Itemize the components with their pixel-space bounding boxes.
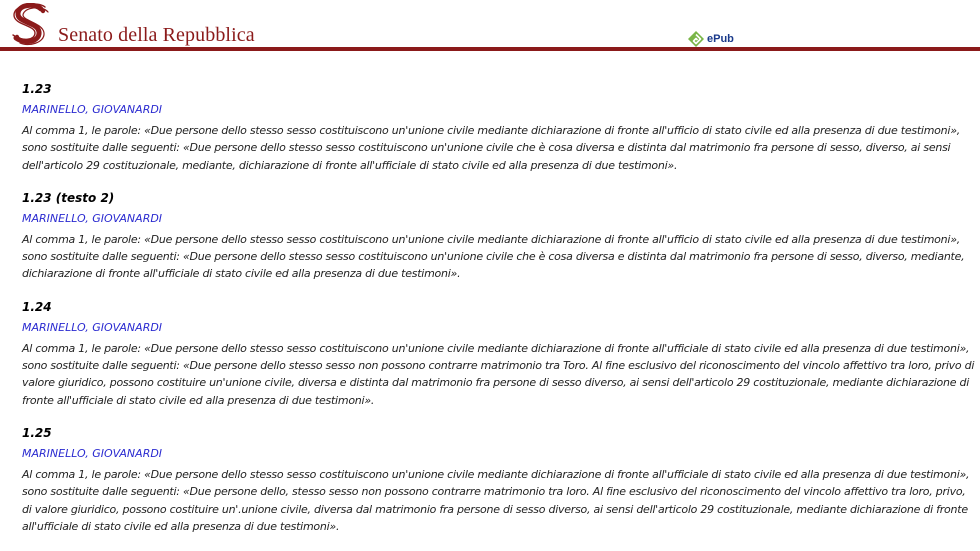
amendment-item bbox=[22, 81, 977, 174]
amendments-list bbox=[22, 81, 977, 551]
amendment-text: Al comma 1, le parole: «Due persone dello stesso sesso costituiscono un'unione civile mediante dichiarazione di fronte all'ufficiale di stato civile ed alla presenza di due testimoni», sono sostituite dalle seguenti: «Due persone dello, stesso sesso non possono contrarre matrimonio tra loro. Al fine esclusivo del riconoscimento del vincolo affettivo tra loro, privo, di valore giuridico, possono costituire un'.unione civile, diversa dal matrimonio fra persone di sesso diverso, ai sensi dell'articolo 29 costituzionale, mediante dichiarazione di fronte all'ufficiale di stato civile ed alla presenza di due testimoni». bbox=[22, 467, 970, 533]
amendment-item bbox=[22, 190, 977, 283]
amendment-item bbox=[22, 425, 977, 535]
amendment-number: 1.25 bbox=[22, 425, 52, 440]
amendment-authors-link[interactable]: MARINELLO, GIOVANARDI bbox=[22, 103, 163, 116]
header-divider bbox=[0, 47, 980, 51]
amendment-number: 1.23 (testo 2) bbox=[22, 190, 115, 205]
amendment-text: Al comma 1, le parole: «Due persone dello stesso sesso costituiscono un'unione civile mediante dichiarazione di fronte all'ufficio di stato civile ed alla presenza di due testimoni», sono sostituite dalle seguenti: «Due persone dello stesso sesso costituiscono un'unione civile che è cosa diversa e distinta dal matrimonio fra persone di sesso, diverso, ai sensi dell'articolo 29 costituzionale, mediante, dichiarazione di fronte all'ufficiale di stato civile ed alla presenza di due testimoni». bbox=[22, 124, 960, 172]
amendment-item bbox=[22, 299, 977, 409]
page-header bbox=[0, 0, 980, 54]
amendment-number: 1.23 bbox=[22, 82, 52, 96]
senato-s-logo-icon[interactable] bbox=[8, 3, 54, 47]
amendment-text: Al comma 1, le parole: «Due persone dello stesso sesso costituiscono un'unione civile mediante dichiarazione di fronte all'ufficio di stato civile ed alla presenza di due testimoni», sono sostituite dalle seguenti: «Due persone dello stesso sesso costituiscono un'unione civile che è cosa diversa e distinta dal matrimonio fra persone di sesso, diverso, mediante, dichiarazione di fronte all'ufficiale di stato civile ed alla presenza di due testimoni». bbox=[22, 232, 965, 281]
site-title[interactable]: Senato della Repubblica bbox=[58, 24, 255, 46]
amendment-authors-link[interactable]: MARINELLO, GIOVANARDI bbox=[22, 320, 163, 334]
epub-download-link[interactable] bbox=[687, 30, 734, 48]
epub-icon bbox=[687, 30, 705, 48]
amendment-text: Al comma 1, le parole: «Due persone dello stesso sesso costituiscono un'unione civile mediante dichiarazione di fronte all'ufficiale di stato civile ed alla presenza di due testimoni», sono sostituite dalle seguenti: «Due persone dello stesso sesso non possono contrarre matrimonio tra Toro. Al fine esclusivo del riconoscimento del vincolo affettivo tra loro, privo di valore giuridico, possono costituire un'unione civile, diversa e distinta dal matrimonio fra persone di sesso diverso, ai sensi dell'articolo 29 costituzionale, mediante dichiarazione di fronte all'ufficiale di stato civile ed alla presenza di due testimoni». bbox=[22, 341, 975, 407]
amendment-authors-link[interactable]: MARINELLO, GIOVANARDI bbox=[22, 211, 163, 225]
amendment-number: 1.24 bbox=[22, 299, 52, 314]
amendment-authors-link[interactable]: MARINELLO, GIOVANARDI bbox=[22, 446, 163, 460]
epub-label: ePub bbox=[707, 33, 734, 45]
